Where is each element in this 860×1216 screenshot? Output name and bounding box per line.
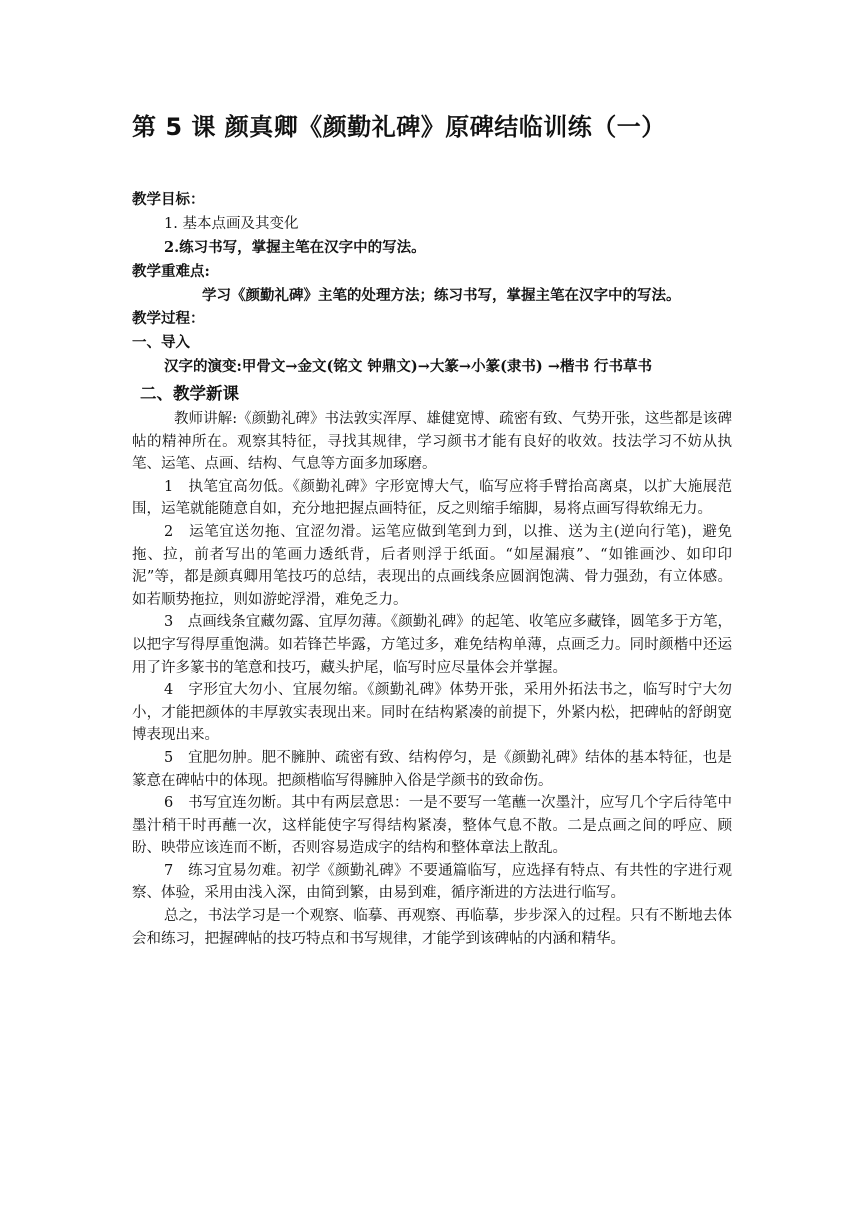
paragraph-point-2: 2 运笔宜送勿拖、宜涩勿滑。运笔应做到笔到力到，以推、送为主(逆向行笔)，避免拖、拉，前者写出的笔画力透纸背，后者则浮于纸面。“如屋漏痕”、“如锥画沙、如印印泥”等，都是颜真卿用笔技巧的总结，表现出的点画线条应圆润饱满、骨力强劲，有立体感。如若顺势拖拉，则如游蛇浮滑，难免乏力。 (132, 523, 732, 608)
focus-text: 学习《颜勤礼碑》主笔的处理方法；练习书写，掌握主笔在汉字中的写法。 (202, 287, 681, 304)
focus-heading: 教学重难点: (132, 263, 210, 280)
paragraph-point-6: 6 书写宜连勿断。其中有两层意思：一是不要写一笔蘸一次墨汁，应写几个字后待笔中墨汁稍干时再蘸一次，这样能使字写得结构紧凑，整体气息不散。二是点画之间的呼应、顾盼、映带应该连而不断，否则容易造成字的结构和整体章法上散乱。 (132, 795, 732, 857)
new-lesson-heading: 二、教学新课 (140, 384, 239, 403)
paragraph-point-3: 3 点画线条宜藏勿露、宜厚勿薄。《颜勤礼碑》的起笔、收笔应多藏锋，圆笔多于方笔，以把字写得厚重饱满。如若锋芒毕露，方笔过多，难免结构单薄，点画乏力。同时颜楷中还运用了许多篆书的笔意和技巧，藏头护尾，临写时应尽量体会并掌握。 (132, 614, 732, 676)
objective-item-2: 2.练习书写，掌握主笔在汉字中的写法。 (164, 239, 426, 256)
paragraph-point-7: 7 练习宜易勿难。初学《颜勤礼碑》不要通篇临写，应选择有特点、有共性的字进行观察、体验，采用由浅入深，由简到繁，由易到难，循序渐进的方法进行临写。 (132, 862, 732, 902)
paragraph-point-1: 1 执笔宜高勿低。《颜勤礼碑》字形宽博大气，临写应将手臂抬高离桌，以扩大施展范围，运笔就能随意自如，充分地把握点画特征，反之则缩手缩脚，易将点画写得软绵无力。 (132, 478, 732, 518)
paragraph-point-4: 4 字形宜大勿小、宜展勿缩。《颜勤礼碑》体势开张，采用外拓法书之，临写时宁大勿小，才能把颜体的丰厚敦实表现出来。同时在结构紧凑的前提下，外紧内松，把碑帖的舒朗宽博表现出来。 (132, 682, 732, 744)
objective-item-1: 1. 基本点画及其变化 (164, 216, 299, 232)
intro-heading: 一、导入 (132, 334, 190, 351)
paragraph-summary: 总之，书法学习是一个观察、临摹、再观察、再临摹，步步深入的过程。只有不断地去体会和练习，把握碑帖的技巧特点和书写规律，才能学到该碑帖的内涵和精华。 (132, 908, 732, 947)
objectives-heading: 教学目标： (132, 191, 205, 208)
intro-text: 汉字的演变:甲骨文→金文(铭文 钟鼎文)→大篆→小篆(隶书) →楷书 行书草书 (164, 358, 653, 375)
paragraph-point-5: 5 宜肥勿肿。肥不臃肿、疏密有致、结构停匀，是《颜勤礼碑》结体的基本特征，也是篆意在碑帖中的体现。把颜楷临写得臃肿入俗是学颜书的致命伤。 (132, 749, 732, 789)
page-title: 第 5 课 颜真卿《颜勤礼碑》原碑结临训练（一） (132, 113, 666, 141)
process-heading: 教学过程： (132, 310, 205, 327)
paragraph-teacher: 教师讲解:《颜勤礼碑》书法敦实浑厚、雄健宽博、疏密有致、气势开张，这些都是该碑帖的精神所在。观察其特征，寻找其规律，学习颜书才能有良好的收效。技法学习不妨从执笔、运笔、点画、结构、气息等方面多加琢磨。 (132, 411, 732, 473)
